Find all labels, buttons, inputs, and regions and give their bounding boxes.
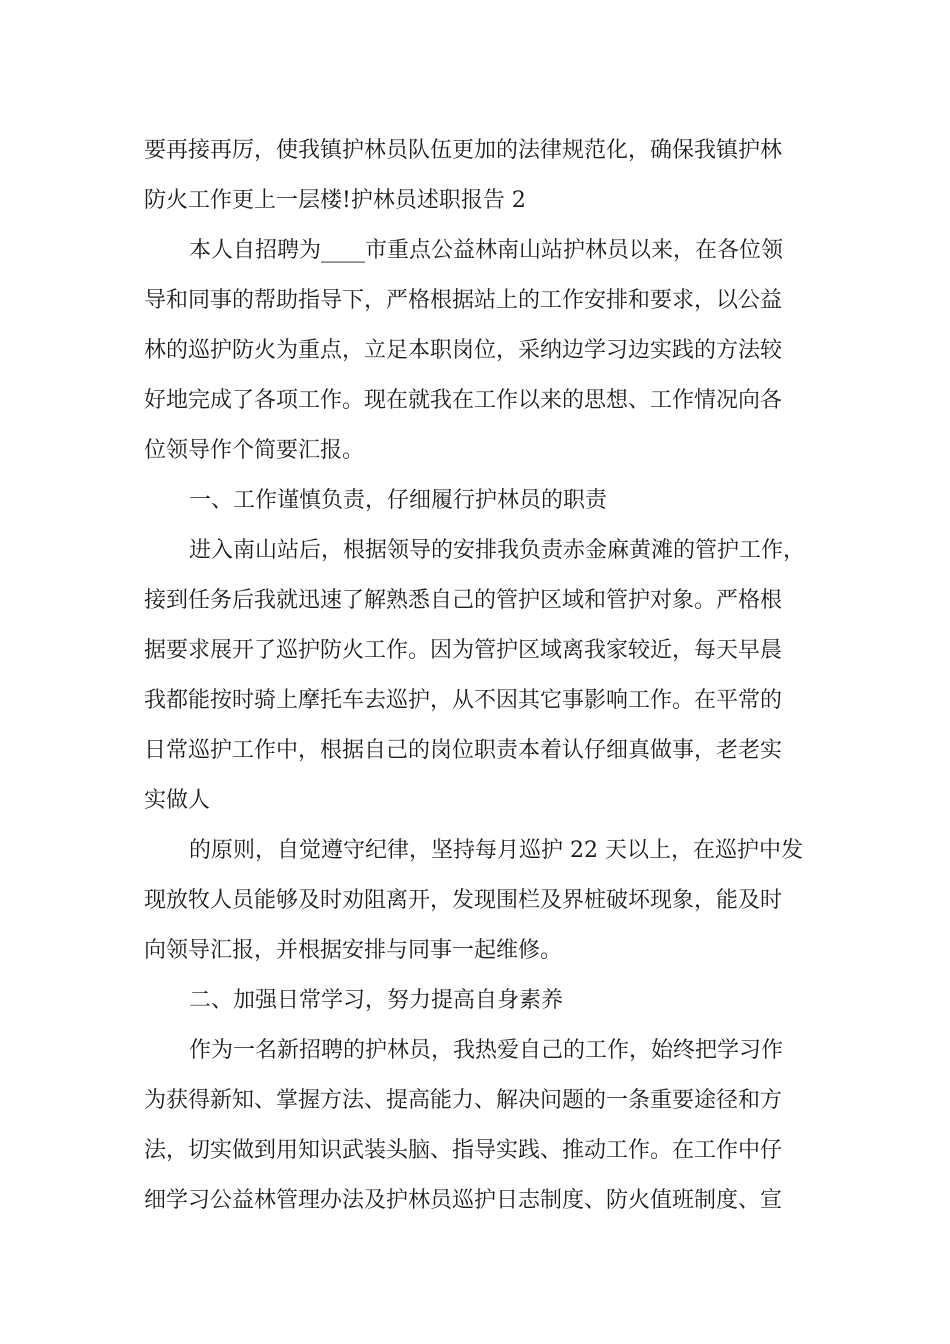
text-line: 好地完成了各项工作。现在就我在工作以来的思想、工作情况向各 [144, 388, 783, 413]
text-line: 据要求展开了巡护防火工作。因为管护区域离我家较近，每天早晨 [144, 638, 783, 663]
text-line: 林的巡护防火为重点，立足本职岗位，采纳边学习边实践的方法较 [144, 338, 783, 363]
text-line: 为获得新知、掌握方法、提高能力、解决问题的一条重要途径和方 [144, 1088, 783, 1113]
text-line: 法，切实做到用知识武装头脑、指导实践、推动工作。在工作中仔 [144, 1138, 783, 1163]
text-line: 我都能按时骑上摩托车去巡护，从不因其它事影响工作。在平常的 [144, 688, 783, 713]
section-heading: 二、加强日常学习，努力提高自身素养 [189, 988, 564, 1013]
text-line: 导和同事的帮助指导下，严格根据站上的工作安排和要求，以公益 [144, 288, 783, 313]
text-line: 作为一名新招聘的护林员，我热爱自己的工作，始终把学习作 [189, 1038, 784, 1063]
text-line: 进入南山站后，根据领导的安排我负责赤金麻黄滩的管护工作， [189, 538, 806, 563]
text-line: 细学习公益林管理办法及护林员巡护日志制度、防火值班制度、宣 [144, 1188, 783, 1213]
text-line: 要再接再厉，使我镇护林员队伍更加的法律规范化，确保我镇护林 [144, 138, 783, 163]
text-line: 位领导作个简要汇报。 [144, 438, 365, 463]
text-line: 本人自招聘为____市重点公益林南山站护林员以来，在各位领 [189, 238, 784, 263]
text-line: 防火工作更上一层楼!护林员述职报告 2 [144, 188, 526, 213]
text-line: 的原则，自觉遵守纪律，坚持每月巡护 22 天以上，在巡护中发 [189, 838, 803, 863]
text-line: 现放牧人员能够及时劝阻离开，发现围栏及界桩破坏现象，能及时 [144, 888, 783, 913]
section-heading: 一、工作谨慎负责，仔细履行护林员的职责 [189, 488, 608, 513]
text-line: 接到任务后我就迅速了解熟悉自己的管护区域和管护对象。严格根 [144, 588, 783, 613]
text-line: 实做人 [144, 788, 211, 813]
document-body [144, 126, 806, 1226]
text-line: 日常巡护工作中，根据自己的岗位职责本着认仔细真做事，老老实 [144, 738, 783, 763]
text-line: 向领导汇报，并根据安排与同事一起维修。 [144, 938, 563, 963]
